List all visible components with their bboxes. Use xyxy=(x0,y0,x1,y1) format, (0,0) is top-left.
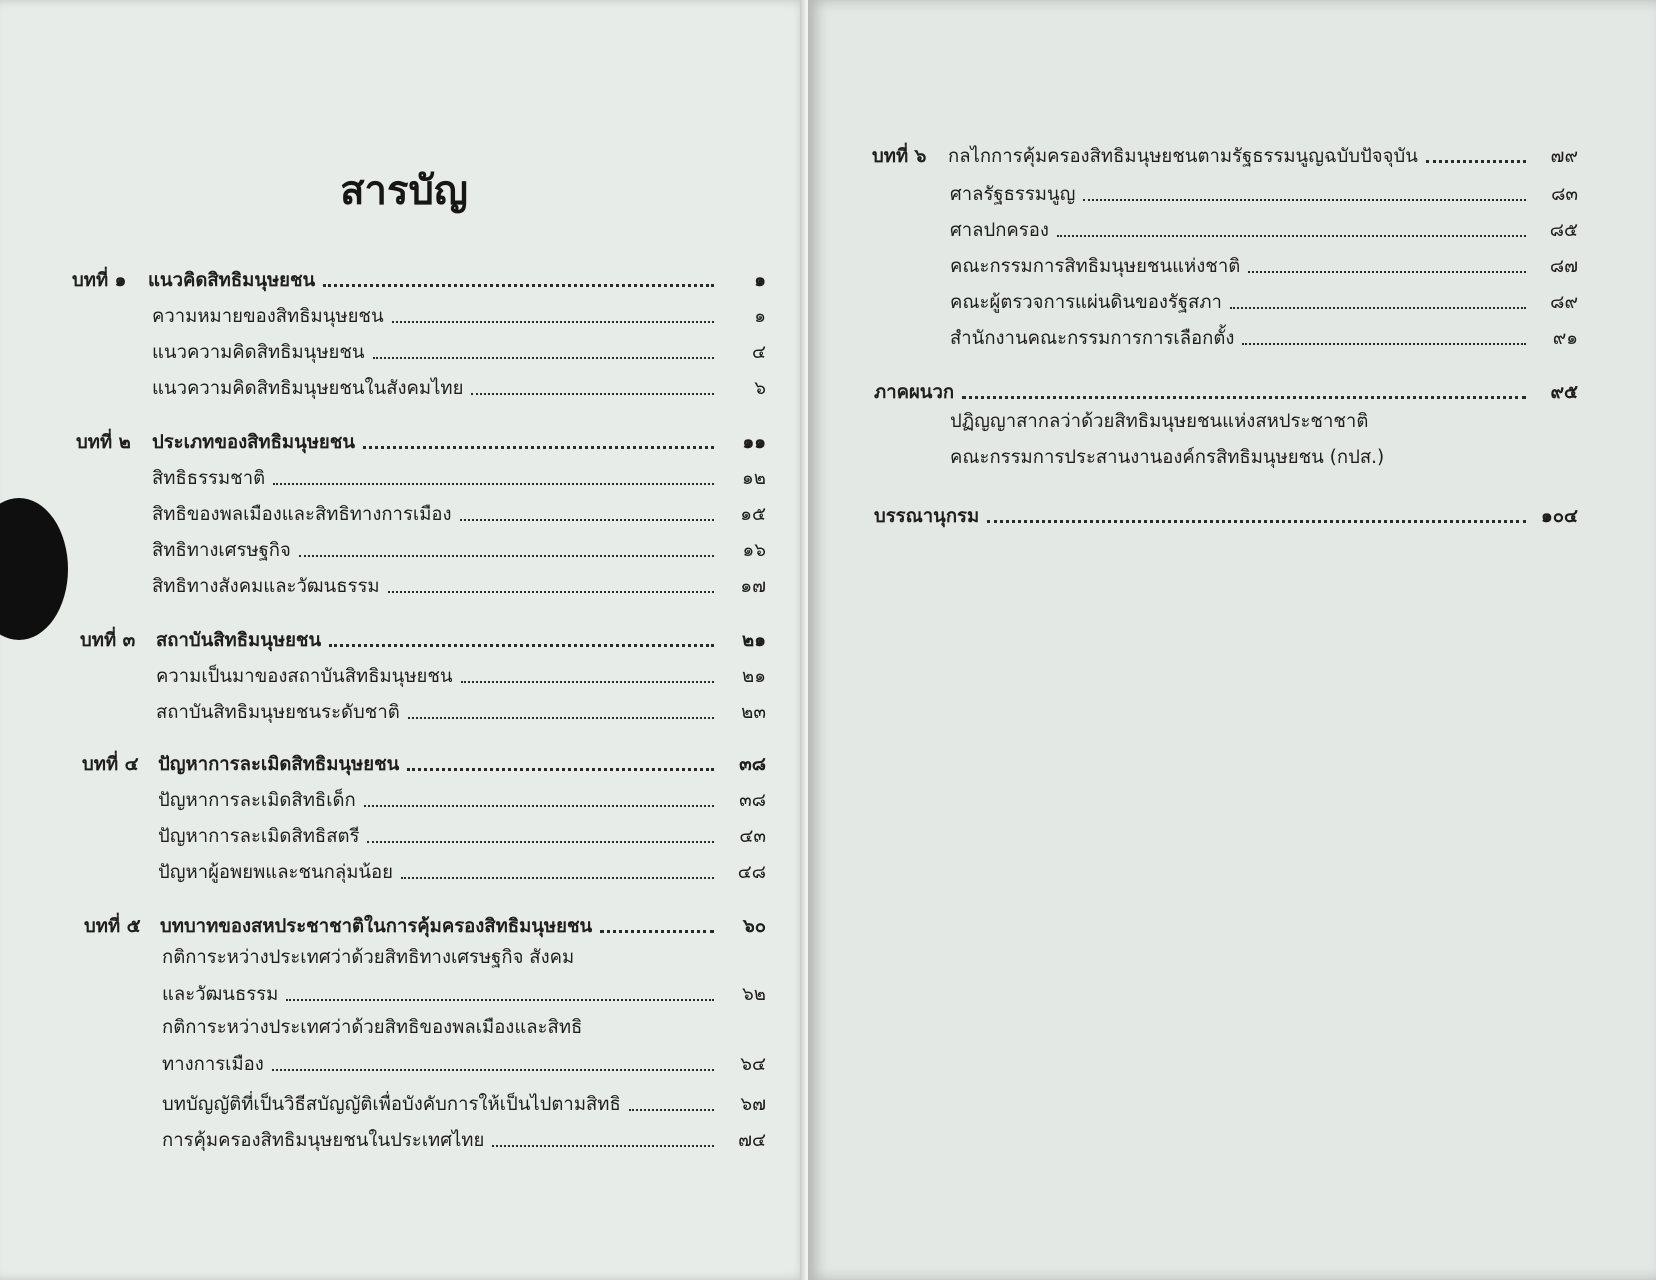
page-number: ๙๕ xyxy=(1550,382,1578,403)
dot-leader xyxy=(471,393,714,395)
page-number: ๘๓ xyxy=(1551,184,1578,205)
dot-leader xyxy=(600,930,714,933)
page-number: ๙๑ xyxy=(1552,328,1578,349)
page-number: ๑๗ xyxy=(740,576,766,597)
entry-title: ศาลปกครอง xyxy=(950,220,1049,241)
entry-title: คณะกรรมการสิทธิมนุษยชนแห่งชาติ xyxy=(950,256,1241,277)
toc-title: สารบัญ xyxy=(340,168,468,214)
dot-leader xyxy=(962,396,1526,399)
chapter-number: บทที่ ๕ xyxy=(84,916,141,937)
toc-entry[interactable] xyxy=(158,778,766,812)
page-number: ๔ xyxy=(751,342,766,363)
dot-leader xyxy=(987,520,1526,523)
toc-entry[interactable] xyxy=(158,850,766,884)
dot-leader xyxy=(1083,199,1526,201)
dot-leader xyxy=(460,519,714,521)
toc-entry[interactable] xyxy=(152,564,766,598)
toc-entry[interactable] xyxy=(156,654,766,688)
entry-title: และวัฒนธรรม xyxy=(162,984,279,1005)
entry-title: บทบัญญัติที่เป็นวิธีสบัญญัติเพื่อบังคับการให้เป็นไปตามสิทธิ xyxy=(162,1094,621,1115)
entry-title: การคุ้มครองสิทธิมนุษยชนในประเทศไทย xyxy=(162,1130,485,1151)
page-number: ๖๐ xyxy=(742,916,766,937)
toc-entry[interactable] xyxy=(162,1118,766,1152)
page-number: ๒๑ xyxy=(742,666,766,687)
toc-chapter-1[interactable] xyxy=(72,258,766,292)
dot-leader xyxy=(367,841,714,843)
dot-leader xyxy=(1057,235,1526,237)
dot-leader xyxy=(1426,160,1526,163)
toc-entry[interactable] xyxy=(152,294,766,328)
page-number: ๖ xyxy=(754,378,766,399)
page-number: ๑๖ xyxy=(742,540,766,561)
toc-entry[interactable] xyxy=(950,316,1578,350)
page-number: ๓๘ xyxy=(739,754,766,775)
dot-leader xyxy=(407,768,714,771)
entry-title: ความหมายของสิทธิมนุษยชน xyxy=(152,306,384,327)
toc-entry[interactable] xyxy=(152,492,766,526)
toc-bibliography[interactable] xyxy=(874,494,1578,528)
chapter-number: บทที่ ๔ xyxy=(82,754,139,775)
dot-leader xyxy=(1248,271,1526,273)
toc-entry[interactable] xyxy=(950,244,1578,278)
page-number: ๗๙ xyxy=(1550,146,1578,167)
page-number: ๔๓ xyxy=(739,826,766,847)
chapter-title: กลไกการคุ้มครองสิทธิมนุษยชนตามรัฐธรรมนูญฉบับปัจจุบัน xyxy=(948,146,1418,167)
appendix-title: ภาคผนวก xyxy=(874,382,955,403)
toc-chapter-4[interactable] xyxy=(82,742,766,776)
dot-leader xyxy=(373,357,714,359)
chapter-title: แนวคิดสิทธิมนุษยชน xyxy=(148,270,316,291)
dot-leader xyxy=(388,591,714,593)
chapter-number: บทที่ ๖ xyxy=(872,146,927,167)
entry-title: ปัญหาผู้อพยพและชนกลุ่มน้อย xyxy=(158,862,393,883)
entry-title: ปัญหาการละเมิดสิทธิเด็ก xyxy=(158,790,356,811)
toc-entry[interactable] xyxy=(152,528,766,562)
toc-entry[interactable] xyxy=(950,172,1578,206)
toc-entry-line: กติการะหว่างประเทศว่าด้วยสิทธิทางเศรษฐกิจ สังคม xyxy=(162,947,575,968)
dot-leader xyxy=(329,644,714,647)
page-number: ๓๘ xyxy=(739,790,766,811)
entry-title: สิทธิทางเศรษฐกิจ xyxy=(152,540,291,561)
page-number: ๒๑ xyxy=(742,630,766,651)
entry-title: สิทธิธรรมชาติ xyxy=(152,468,266,489)
page-number: ๘๙ xyxy=(1550,292,1578,313)
binder-hole xyxy=(0,498,68,640)
toc-entry[interactable] xyxy=(950,208,1578,242)
chapter-title: บทบาทของสหประชาชาติในการคุ้มครองสิทธิมนุษยชน xyxy=(160,916,593,937)
entry-title: สิทธิของพลเมืองและสิทธิทางการเมือง xyxy=(152,504,452,525)
page-number: ๑ xyxy=(754,270,766,291)
toc-entry-line: กติการะหว่างประเทศว่าด้วยสิทธิของพลเมืองและสิทธิ xyxy=(162,1017,583,1038)
left-page xyxy=(0,0,808,1280)
dot-leader xyxy=(299,555,714,557)
page-number: ๔๘ xyxy=(737,862,766,883)
dot-leader xyxy=(408,717,714,719)
toc-entry[interactable] xyxy=(162,1042,766,1076)
page-number: ๖๒ xyxy=(742,984,766,1005)
chapter-number: บทที่ ๑ xyxy=(72,270,127,291)
page-number: ๘๕ xyxy=(1549,220,1578,241)
toc-chapter-2[interactable] xyxy=(76,420,766,454)
toc-appendix[interactable] xyxy=(874,370,1578,404)
appendix-line: ปฏิญญาสากลว่าด้วยสิทธิมนุษยชนแห่งสหประชาชาติ xyxy=(950,411,1369,432)
toc-entry[interactable] xyxy=(950,280,1578,314)
toc-entry[interactable] xyxy=(156,690,766,724)
appendix-line: คณะกรรมการประสานงานองค์กรสิทธิมนุษยชน (กปส.) xyxy=(950,447,1385,468)
page-number: ๑๑ xyxy=(742,432,766,453)
dot-leader xyxy=(286,999,714,1001)
toc-entry[interactable] xyxy=(162,1082,766,1116)
chapter-title: ประเภทของสิทธิมนุษยชน xyxy=(152,432,355,453)
right-page xyxy=(808,0,1656,1280)
toc-entry[interactable] xyxy=(152,330,766,364)
page-number: ๖๗ xyxy=(740,1094,766,1115)
entry-title: ศาลรัฐธรรมนูญ xyxy=(950,184,1076,205)
toc-chapter-3[interactable] xyxy=(80,618,766,652)
dot-leader xyxy=(1230,307,1526,309)
entry-title: ความเป็นมาของสถาบันสิทธิมนุษยชน xyxy=(156,666,453,687)
page-number: ๑๒ xyxy=(742,468,766,489)
page-number: ๑๐๔ xyxy=(1540,506,1578,527)
page-number: ๖๔ xyxy=(740,1054,766,1075)
toc-entry[interactable] xyxy=(152,366,766,400)
dot-leader xyxy=(323,284,714,287)
toc-entry[interactable] xyxy=(162,972,766,1006)
page-number: ๑๕ xyxy=(740,504,766,525)
chapter-number: บทที่ ๒ xyxy=(76,432,131,453)
bibliography-title: บรรณานุกรม xyxy=(874,506,980,527)
entry-title: ปัญหาการละเมิดสิทธิสตรี xyxy=(158,826,360,847)
dot-leader xyxy=(272,1069,714,1071)
dot-leader xyxy=(629,1109,714,1111)
page-number: ๒๓ xyxy=(741,702,766,723)
page-number: ๗๔ xyxy=(738,1130,766,1151)
dot-leader xyxy=(392,321,714,323)
dot-leader xyxy=(364,805,714,807)
chapter-number: บทที่ ๓ xyxy=(80,630,136,651)
chapter-title: ปัญหาการละเมิดสิทธิมนุษยชน xyxy=(158,754,400,775)
toc-chapter-6[interactable] xyxy=(872,134,1578,168)
entry-title: สถาบันสิทธิมนุษยชนระดับชาติ xyxy=(156,702,400,723)
entry-title: สำนักงานคณะกรรมการการเลือกตั้ง xyxy=(950,328,1235,349)
toc-chapter-5[interactable] xyxy=(84,904,766,938)
dot-leader xyxy=(401,877,714,879)
dot-leader xyxy=(461,681,714,683)
dot-leader xyxy=(273,483,714,485)
entry-title: แนวความคิดสิทธิมนุษยชน xyxy=(152,342,365,363)
entry-title: คณะผู้ตรวจการแผ่นดินของรัฐสภา xyxy=(950,292,1222,313)
toc-entry[interactable] xyxy=(158,814,766,848)
entry-title: แนวความคิดสิทธิมนุษยชนในสังคมไทย xyxy=(152,378,464,399)
chapter-title: สถาบันสิทธิมนุษยชน xyxy=(156,630,322,651)
page-number: ๑ xyxy=(754,306,766,327)
dot-leader xyxy=(492,1145,714,1147)
dot-leader xyxy=(363,446,714,449)
toc-entry[interactable] xyxy=(152,456,766,490)
dot-leader xyxy=(1242,343,1526,345)
page-number: ๘๗ xyxy=(1549,256,1578,277)
entry-title: สิทธิทางสังคมและวัฒนธรรม xyxy=(152,576,380,597)
entry-title: ทางการเมือง xyxy=(162,1054,264,1075)
